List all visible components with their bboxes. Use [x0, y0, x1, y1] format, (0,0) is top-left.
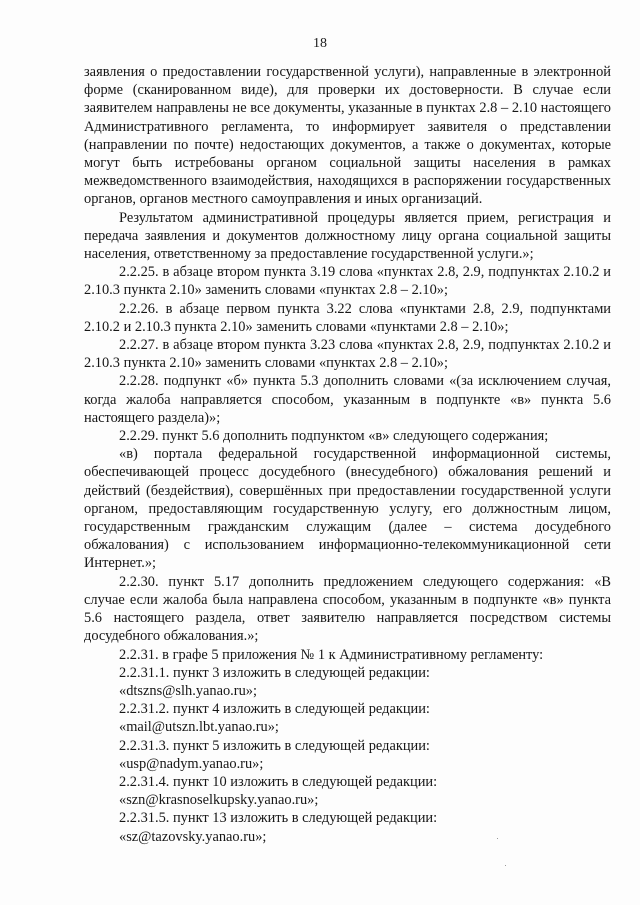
paragraph-result: Результатом административной процедуры является прием, регистрация и передача заявления и документов должностному лицу органа социальной защиты населения, ответственному за предоставление государственной услуги.»; — [84, 209, 611, 263]
paragraph-2-2-26: 2.2.26. в абзаце первом пункта 3.22 слова «пунктами 2.8, 2.9, подпунктами 2.10.2 и 2.10.3 пункта 2.10» заменить словами «пунктами 2.8 – 2.10»; — [84, 300, 611, 335]
line-email-1: «dtszns@slh.yanao.ru»; — [119, 682, 257, 699]
line-email-2: «mail@utszn.lbt.yanao.ru»; — [119, 719, 279, 736]
paragraph-2-2-29: 2.2.29. пункт 5.6 дополнить подпунктом «в» следующего содержания; — [119, 428, 549, 445]
paragraph-continuation: заявления о предоставлении государственной услуги), направленные в электронной форме (сканированном виде), для проверки их достоверности. В случае если заявителем направлены не все документы, указанные в пунктах 2.8 – 2.10 настоящего Административного регламента, то информирует заявителя о представлении (направлении по почте) недостающих документов, а также о документах, которые могут быть истребованы органом социальной защиты населения в рамках межведомственного взаимодействия, находящихся в распоряжении государственных органов, органов местного самоуправления и иных организаций. — [84, 64, 611, 208]
line-2-2-31-3: 2.2.31.3. пункт 5 изложить в следующей редакции: — [119, 737, 430, 754]
paragraph-2-2-30: 2.2.30. пункт 5.17 дополнить предложением следующего содержания: «В случае если жалоба была направлена способом, указанным в подпункте «в» пункта 5.6 настоящего раздела, ответ заявителю направляется посредством системы досудебного обжалования.»; — [84, 573, 611, 645]
line-2-2-31-4: 2.2.31.4. пункт 10 изложить в следующей редакции: — [119, 773, 438, 790]
line-email-3: «usp@nadym.yanao.ru»; — [119, 755, 264, 772]
page-number: 18 — [313, 36, 327, 51]
line-email-4: «szn@krasnoselkupsky.yanao.ru»; — [119, 792, 319, 809]
line-2-2-31: 2.2.31. в графе 5 приложения № 1 к Административному регламенту: — [119, 646, 544, 663]
paragraph-2-2-27: 2.2.27. в абзаце втором пункта 3.23 слова «пунктах 2.8, 2.9, подпунктах 2.10.2 и 2.10.3 пункта 2.10» заменить словами «пунктах 2.8 – 2.10»; — [84, 337, 611, 372]
line-2-2-31-1: 2.2.31.1. пункт 3 изложить в следующей редакции: — [119, 664, 430, 681]
paragraph-2-2-25: 2.2.25. в абзаце втором пункта 3.19 слова «пунктах 2.8, 2.9, подпунктах 2.10.2 и 2.10.3 пункта 2.10» заменить словами «пунктах 2.8 – 2.10»; — [84, 264, 611, 299]
line-2-2-31-2: 2.2.31.2. пункт 4 изложить в следующей редакции: — [119, 701, 430, 718]
scan-speck — [505, 865, 506, 866]
scan-speck — [497, 838, 498, 839]
paragraph-subpoint-v: «в) портала федеральной государственной информационной системы, обеспечивающей процесс досудебного (внесудебного) обжалования решений и действий (бездействия), совершённых при предоставлении государственной услуги органом, предоставляющим государственную услугу, его должностным лицом, государственным гражданским служащим (далее – система досудебного обжалования) с использованием информационно-телекоммуникационной сети Интернет.»; — [84, 446, 611, 572]
paragraph-2-2-28: 2.2.28. подпункт «б» пункта 5.3 дополнить словами «(за исключением случая, когда жалоба направляется способом, указанным в подпункте «в» пункта 5.6 настоящего раздела)»; — [84, 373, 611, 426]
line-2-2-31-5: 2.2.31.5. пункт 13 изложить в следующей редакции: — [119, 810, 438, 827]
line-email-5: «sz@tazovsky.yanao.ru»; — [119, 828, 267, 845]
document-body — [84, 63, 611, 846]
